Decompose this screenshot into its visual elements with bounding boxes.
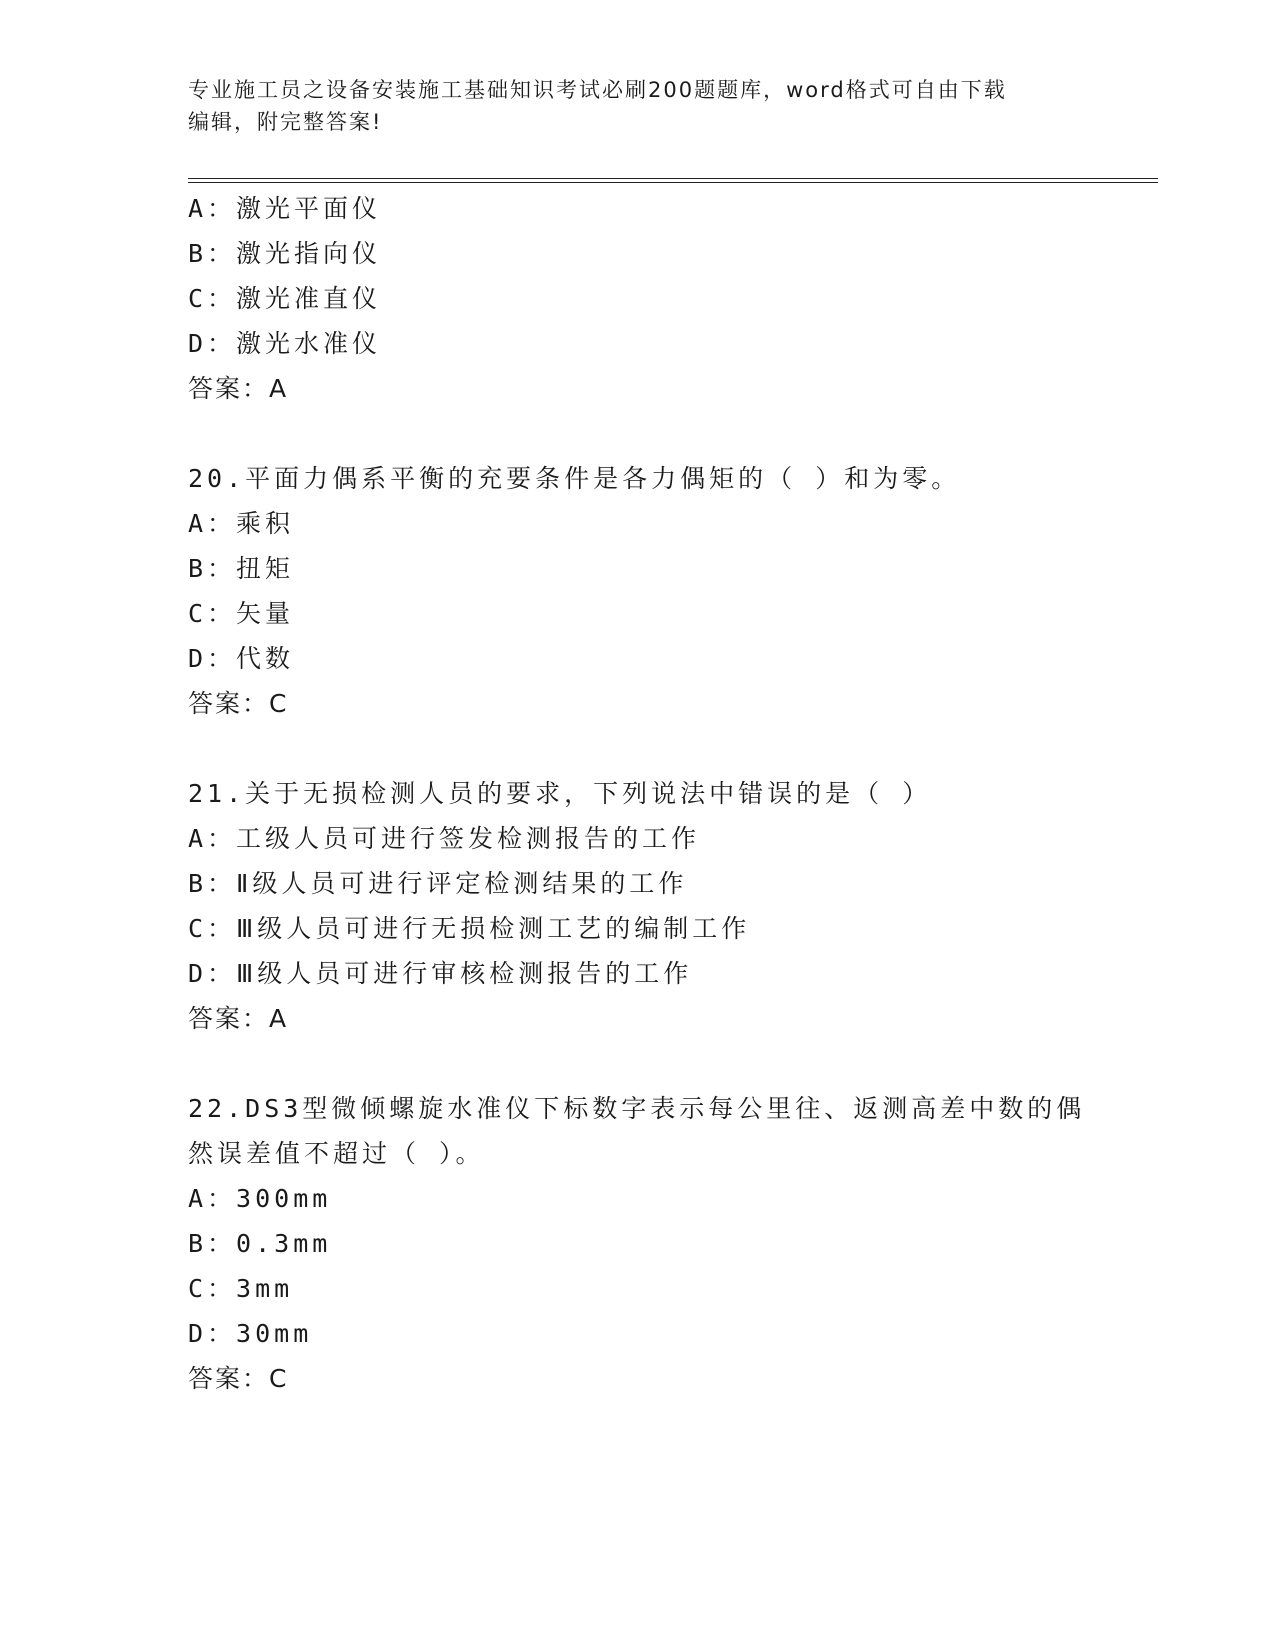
q19-answer: 答案：A xyxy=(188,374,289,403)
q20-option-d: D：代数 xyxy=(188,644,295,673)
q19-option-c: C：激光准直仪 xyxy=(188,284,382,313)
header-divider-top xyxy=(188,178,1158,179)
q19-option-a: A：激光平面仪 xyxy=(188,194,382,223)
q20-option-c: C：矢量 xyxy=(188,599,295,628)
q21-option-c: C：Ⅲ级人员可进行无损检测工艺的编制工作 xyxy=(188,914,751,943)
q19-option-b: B：激光指向仪 xyxy=(188,239,382,268)
q21-question: 21.关于无损检测人员的要求，下列说法中错误的是（ ） xyxy=(188,779,932,808)
q19-option-d: D：激光水准仪 xyxy=(188,329,382,358)
q22-option-b: B：0.3mm xyxy=(188,1229,332,1258)
q20-question: 20.平面力偶系平衡的充要条件是各力偶矩的（ ）和为零。 xyxy=(188,464,961,493)
q20-option-a: A：乘积 xyxy=(188,509,295,538)
header-line-1: 专业施工员之设备安装施工基础知识考试必刷200题题库，word格式可自由下载 xyxy=(188,78,1007,102)
q20-answer: 答案：C xyxy=(188,689,289,718)
document-header xyxy=(188,74,1068,138)
q20-option-b: B：扭矩 xyxy=(188,554,295,583)
header-divider-bottom xyxy=(188,182,1158,183)
q21-option-a: A：工级人员可进行签发检测报告的工作 xyxy=(188,824,701,853)
q22-option-a: A：300mm xyxy=(188,1184,332,1213)
q22-question-line-2: 然误差值不超过（ ）。 xyxy=(188,1139,485,1168)
q21-answer: 答案：A xyxy=(188,1004,289,1033)
q21-option-b: B：Ⅱ级人员可进行评定检测结果的工作 xyxy=(188,869,688,898)
q22-answer: 答案：C xyxy=(188,1364,289,1393)
q22-option-c: C：3mm xyxy=(188,1274,294,1303)
q22-question-line-1: 22.DS3型微倾螺旋水准仪下标数字表示每公里往、返测高差中数的偶 xyxy=(188,1094,1086,1123)
q22-option-d: D：30mm xyxy=(188,1319,313,1348)
q21-option-d: D：Ⅲ级人员可进行审核检测报告的工作 xyxy=(188,959,693,988)
header-line-2: 编辑，附完整答案! xyxy=(188,110,383,134)
